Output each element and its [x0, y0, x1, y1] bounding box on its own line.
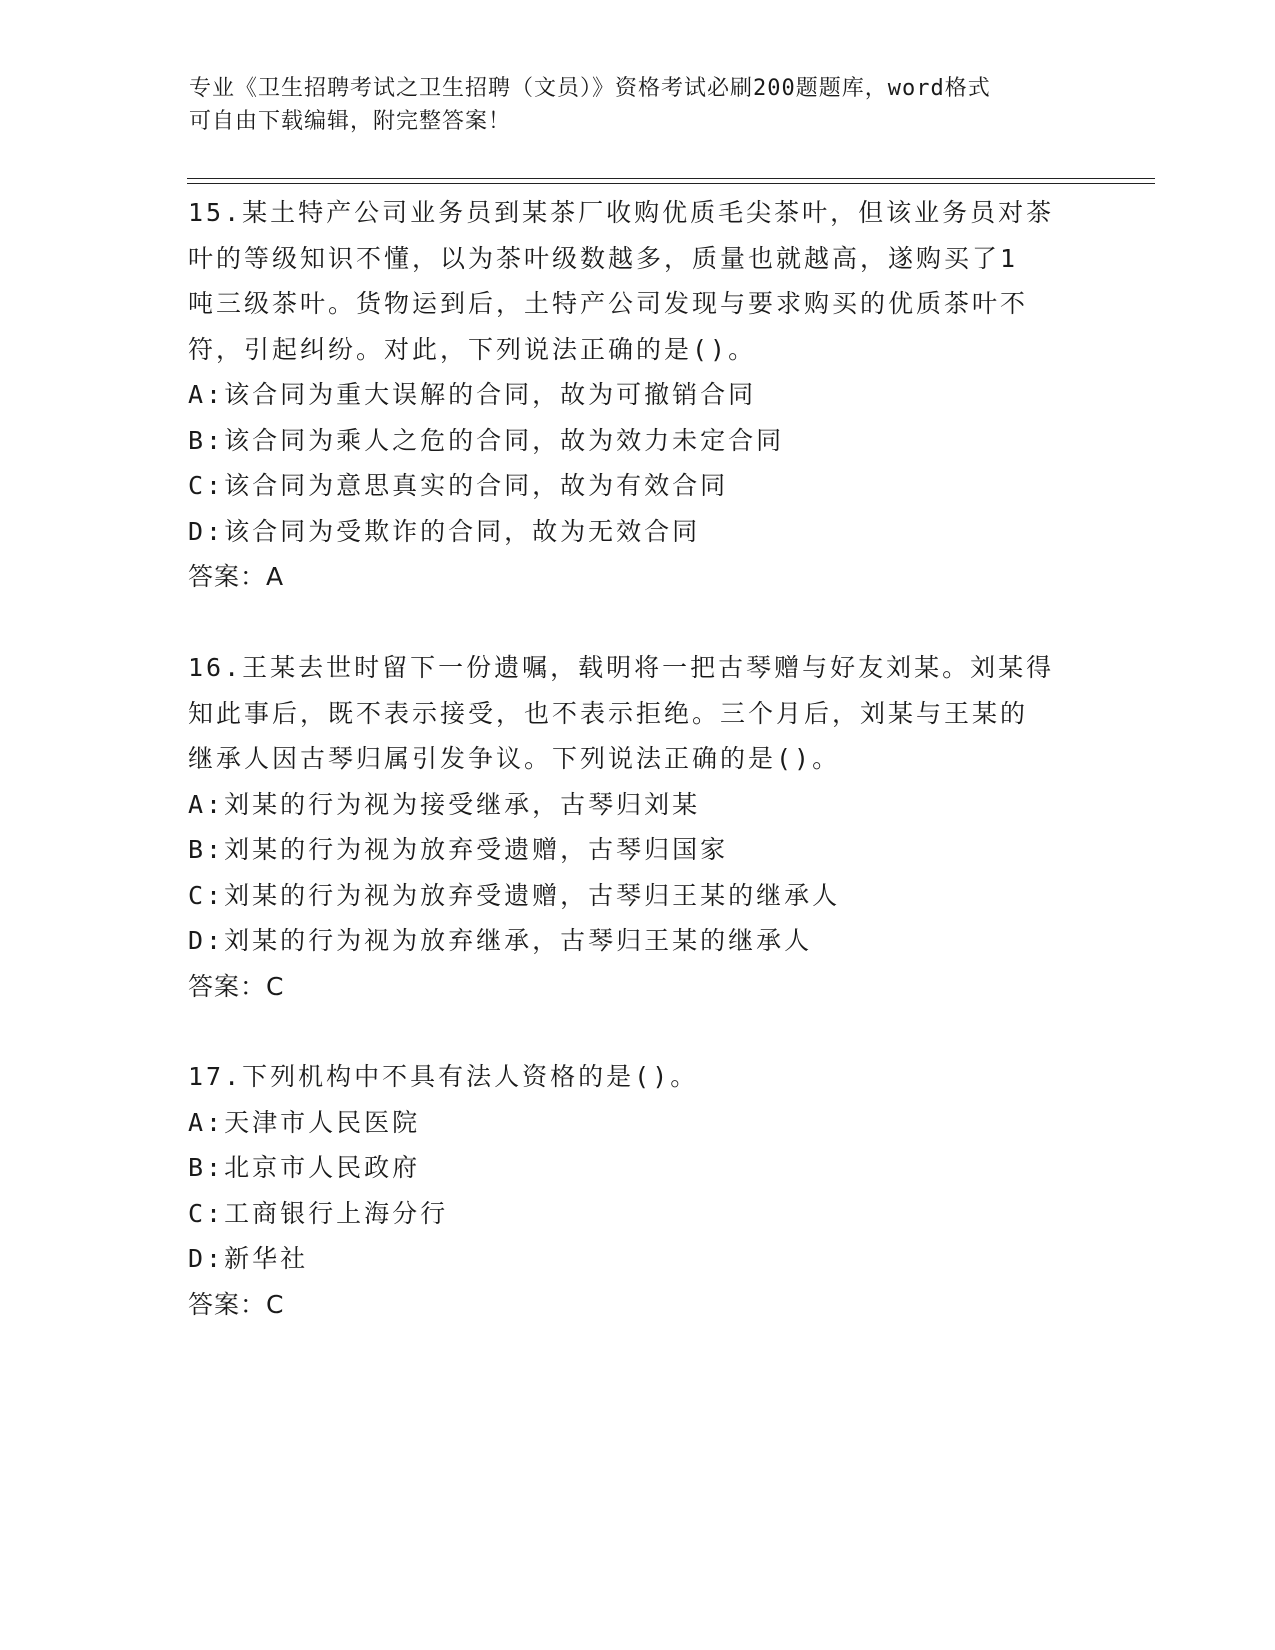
question-stem-line: 知此事后，既不表示接受，也不表示拒绝。三个月后，刘某与王某的 [188, 698, 1029, 728]
option-d: D:新华社 [188, 1244, 309, 1273]
header-divider-bottom [187, 183, 1155, 184]
answer-label: 答案：A [188, 562, 285, 591]
answer-label: 答案：C [188, 971, 285, 1001]
question-stem-line: 继承人因古琴归属引发争议。下列说法正确的是()。 [188, 744, 841, 773]
option-d: D:该合同为受欺诈的合同，故为无效合同 [188, 516, 701, 546]
option-c: C:工商银行上海分行 [188, 1198, 449, 1228]
option-c: C:刘某的行为视为放弃受遗赠，古琴归王某的继承人 [188, 880, 841, 910]
header-divider-top [187, 178, 1155, 179]
option-d: D:刘某的行为视为放弃继承，古琴归王某的继承人 [188, 926, 813, 955]
header-line-2: 可自由下载编辑，附完整答案！ [189, 109, 512, 134]
question-stem-line: 符，引起纠纷。对此，下列说法正确的是()。 [188, 334, 757, 364]
option-a: A:天津市人民医院 [188, 1107, 421, 1137]
question-stem-line: 16.王某去世时留下一份遗嘱，载明将一把古琴赠与好友刘某。刘某得 [188, 653, 1055, 682]
question-stem-line: 17.下列机构中不具有法人资格的是()。 [188, 1062, 699, 1091]
document-header [189, 72, 1069, 138]
option-b: B:该合同为乘人之危的合同，故为效力未定合同 [188, 425, 785, 455]
option-a: A:该合同为重大误解的合同，故为可撤销合同 [188, 380, 757, 409]
question-stem-line: 15.某土特产公司业务员到某茶厂收购优质毛尖茶叶，但该业务员对茶 [188, 198, 1055, 227]
question-15 [188, 190, 1088, 600]
option-b: B:北京市人民政府 [188, 1153, 421, 1182]
question-stem-line: 叶的等级知识不懂，以为茶叶级数越多，质量也就越高，遂购买了1 [188, 243, 1019, 273]
header-line-1: 专业《卫生招聘考试之卫生招聘（文员）》资格考试必刷200题题库，word格式 [189, 76, 991, 101]
question-stem-line: 吨三级茶叶。货物运到后，土特产公司发现与要求购买的优质茶叶不 [188, 289, 1029, 318]
answer-label: 答案：C [188, 1289, 285, 1319]
option-a: A:刘某的行为视为接受继承，古琴归刘某 [188, 789, 701, 819]
question-17 [188, 1054, 1088, 1327]
question-16 [188, 645, 1088, 1009]
option-c: C:该合同为意思真实的合同，故为有效合同 [188, 471, 729, 500]
option-b: B:刘某的行为视为放弃受遗赠，古琴归国家 [188, 835, 729, 864]
